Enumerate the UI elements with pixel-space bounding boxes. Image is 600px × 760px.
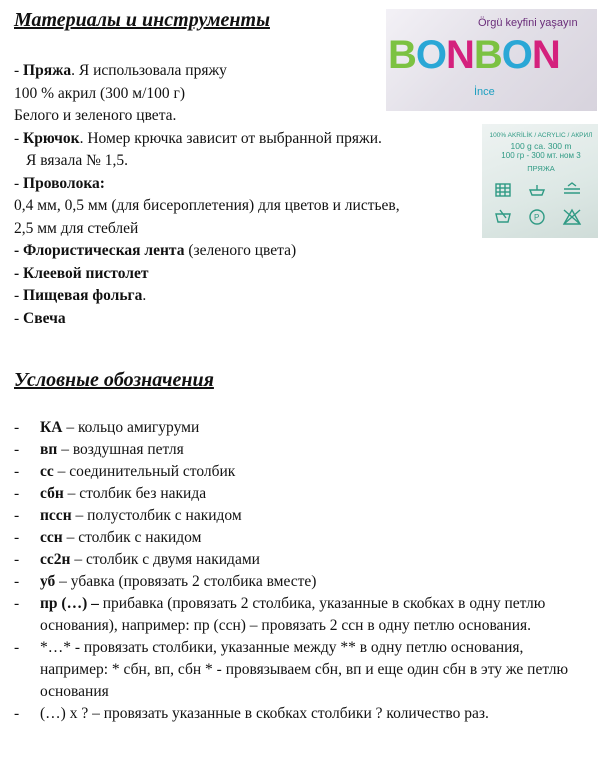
list-item: - *…* - провязать столбики, указанные между ** в одну петлю основания, например: * сбн, вп, сбн * - провязываем сбн, вп и еще один сбн в эту же петлю основания bbox=[14, 639, 569, 700]
label-weight: 100 g ca. 300 m bbox=[510, 141, 572, 151]
list-item: 100 % акрил (300 м/100 г) bbox=[14, 84, 186, 102]
list-item: - Свеча bbox=[14, 309, 66, 327]
list-item: - Пряжа. Я использовала пряжу bbox=[14, 62, 227, 79]
care-symbols-icon bbox=[492, 180, 588, 234]
brand-logo: BONBON bbox=[388, 33, 560, 77]
list-item: - уб – убавка (провязать 2 столбика вместе) bbox=[14, 573, 317, 590]
materials-heading: Материалы и инструменты bbox=[14, 9, 270, 31]
label-composition: 100% AKRİLİK / ACRYLIC / АКРИЛ bbox=[489, 132, 593, 139]
list-item: - ссн – столбик с накидом bbox=[14, 529, 202, 546]
label-type: ПРЯЖА bbox=[527, 164, 555, 173]
yarn-brand-photo bbox=[386, 9, 597, 111]
svg-text:P: P bbox=[534, 213, 540, 222]
list-item: 0,4 мм, 0,5 мм (для бисероплетения) для цветов и листьев, bbox=[14, 197, 400, 214]
list-item: - (…) х ? – провязать указанные в скобках столбики ? количество раз. bbox=[14, 705, 489, 722]
abbreviation-list bbox=[14, 417, 589, 725]
brand-slogan: Örgü keyfini yaşayın bbox=[478, 17, 578, 29]
legend-heading: Условные обозначения bbox=[14, 369, 214, 391]
list-item: - КА – кольцо амигуруми bbox=[14, 419, 200, 436]
list-item: - Крючок. Номер крючка зависит от выбранной пряжи. bbox=[14, 129, 382, 147]
list-item: Белого и зеленого цвета. bbox=[14, 107, 177, 124]
list-item: - сбн – столбик без накида bbox=[14, 485, 207, 502]
label-weight-ru: 100 гр - 300 мт. ном 3 bbox=[501, 151, 581, 160]
list-item: - Пищевая фольга. bbox=[14, 287, 147, 304]
list-item: - Флористическая лента (зеленого цвета) bbox=[14, 242, 297, 259]
list-item: - вп – воздушная петля bbox=[14, 441, 184, 458]
list-item: - Проволока: bbox=[14, 174, 105, 192]
yarn-label-photo bbox=[482, 124, 598, 238]
list-item: - сс – соединительный столбик bbox=[14, 463, 236, 480]
list-item: - Клеевой пистолет bbox=[14, 264, 149, 282]
brand-sub: İnce bbox=[474, 86, 495, 98]
list-item: - сс2н – столбик с двумя накидами bbox=[14, 551, 260, 568]
list-item: - пр (…) – прибавка (провязать 2 столбика, указанные в скобках в одну петлю основания), например: пр (ссн) – провязать 2 ссн в одну петлю основания. bbox=[14, 595, 546, 634]
list-item: 2,5 мм для стеблей bbox=[14, 219, 139, 237]
list-item: - пссн – полустолбик с накидом bbox=[14, 507, 242, 524]
list-item: Я вязала № 1,5. bbox=[26, 152, 128, 169]
